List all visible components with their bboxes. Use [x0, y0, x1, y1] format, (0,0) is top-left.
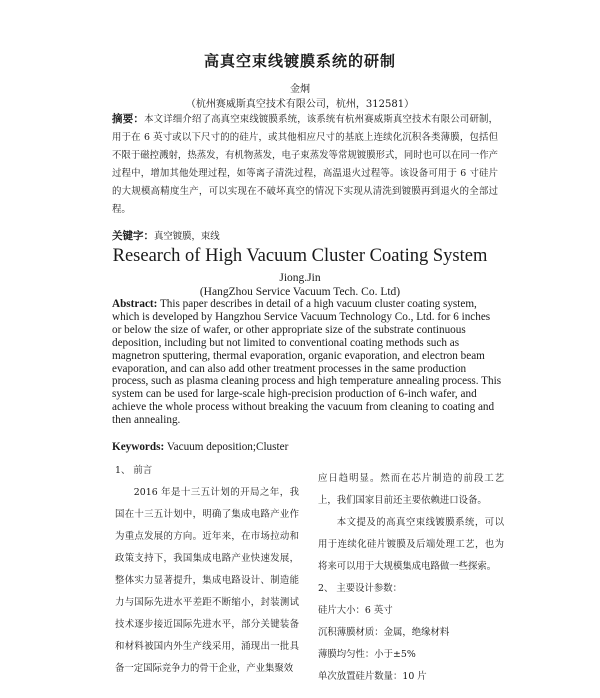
english-keywords [112, 441, 502, 453]
chinese-abstract [112, 110, 498, 219]
chinese-abstract-label: 摘要： [112, 113, 145, 125]
english-abstract [112, 298, 502, 427]
english-abstract-label: Abstract: [112, 298, 158, 310]
chinese-keywords-text: 真空镀膜，束线 [154, 231, 220, 242]
param-item: 单次放置硅片数量：10 片 [318, 671, 427, 682]
chinese-author: 金炯 [290, 84, 310, 95]
body-right-column [318, 468, 504, 688]
chinese-affiliation: （杭州赛威斯真空技术有限公司，杭州，312581） [185, 99, 415, 110]
right-paragraph-1: 应日趋明显。然而在芯片制造的前段工艺上，我们国家目前还主要依赖进口设备。 [318, 473, 504, 506]
chinese-abstract-text: 本文详细介绍了高真空束线镀膜系统，该系统有杭州赛威斯真空技术有限公司研制，用于在 6 英寸或以下尺寸的的硅片，或其他相应尺寸的基底上连续化沉积各类薄膜，包括但不限于磁控溅射，热蒸发，有机物蒸发，电子束蒸发等常规镀膜形式，同时也可以在同一作产过程中，增加其他处理过程，如等离子清洗过程，高温退火过程等。该设备可用于 6 寸硅片的大规模高精度生产，可以实现在不破坏真空的情况下实现从清洗到镀膜再到退火的全部过程。 [112, 114, 498, 215]
right-paragraph-2: 本文提及的高真空束线镀膜系统，可以用于连续化硅片镀膜及后端处理工艺，也为将来可以用于大规模集成电路做一些探索。 [318, 517, 504, 572]
chinese-keywords-label: 关键字： [112, 230, 154, 242]
english-keywords-label: Keywords: [112, 441, 165, 453]
english-title: Research of High Vacuum Cluster Coating System [112, 246, 488, 266]
section-2-heading: 2、 主要设计参数： [318, 583, 402, 594]
english-abstract-text: This paper describes in detail of a high vacuum cluster coating system, which is developed by Hangzhou Service Vacuum Technology Co., Ltd. for 6 inches or below the size of wafer, or other appropriate size of the substrate continuous deposition, including but not limited to conventional coating methods such as magnetron sputtering, thermal evaporation, organic evaporation, and electron beam evaporation, and can also add other treatment processes in the same production process, such as plasma cleaning process and high temperature annealing process. This system can be used for large-scale high-precision production of 6-inch wafer, and achieve the whole process without breaking the vacuum from cleaning to coating and then annealing. [112, 298, 502, 427]
section-1-paragraph: 2016 年是十三五计划的开局之年，我国在十三五计划中，明确了集成电路产业作为重点发展的方向。近年来，在市场拉动和政策支持下，我国集成电路产业快速发展，整体实力显著提升，集成电路设计、制造能力与国际先进水平差距不断缩小，封装测试技术逐步接近国际先进水平，部分关键装备和材料被国内外生产线采用，涌现出一批具备一定国际竞争力的骨干企业，产业集聚效 [115, 487, 299, 674]
param-item: 沉积薄膜材质：金属，绝缘材料 [318, 627, 450, 638]
english-affiliation: (HangZhou Service Vacuum Tech. Co. Ltd) [199, 286, 401, 298]
chinese-title: 高真空束线镀膜系统的研制 [203, 52, 396, 70]
section-1-heading: 1、 前言 [115, 465, 153, 476]
param-item: 硅片大小：6 英寸 [318, 605, 393, 616]
english-keywords-text: Vacuum deposition;Cluster [166, 441, 289, 453]
english-author: Jiong.Jin [279, 272, 321, 284]
param-item: 薄膜均匀性：小于±5% [318, 649, 416, 660]
body-left-column [115, 460, 299, 680]
chinese-keywords [112, 228, 498, 243]
